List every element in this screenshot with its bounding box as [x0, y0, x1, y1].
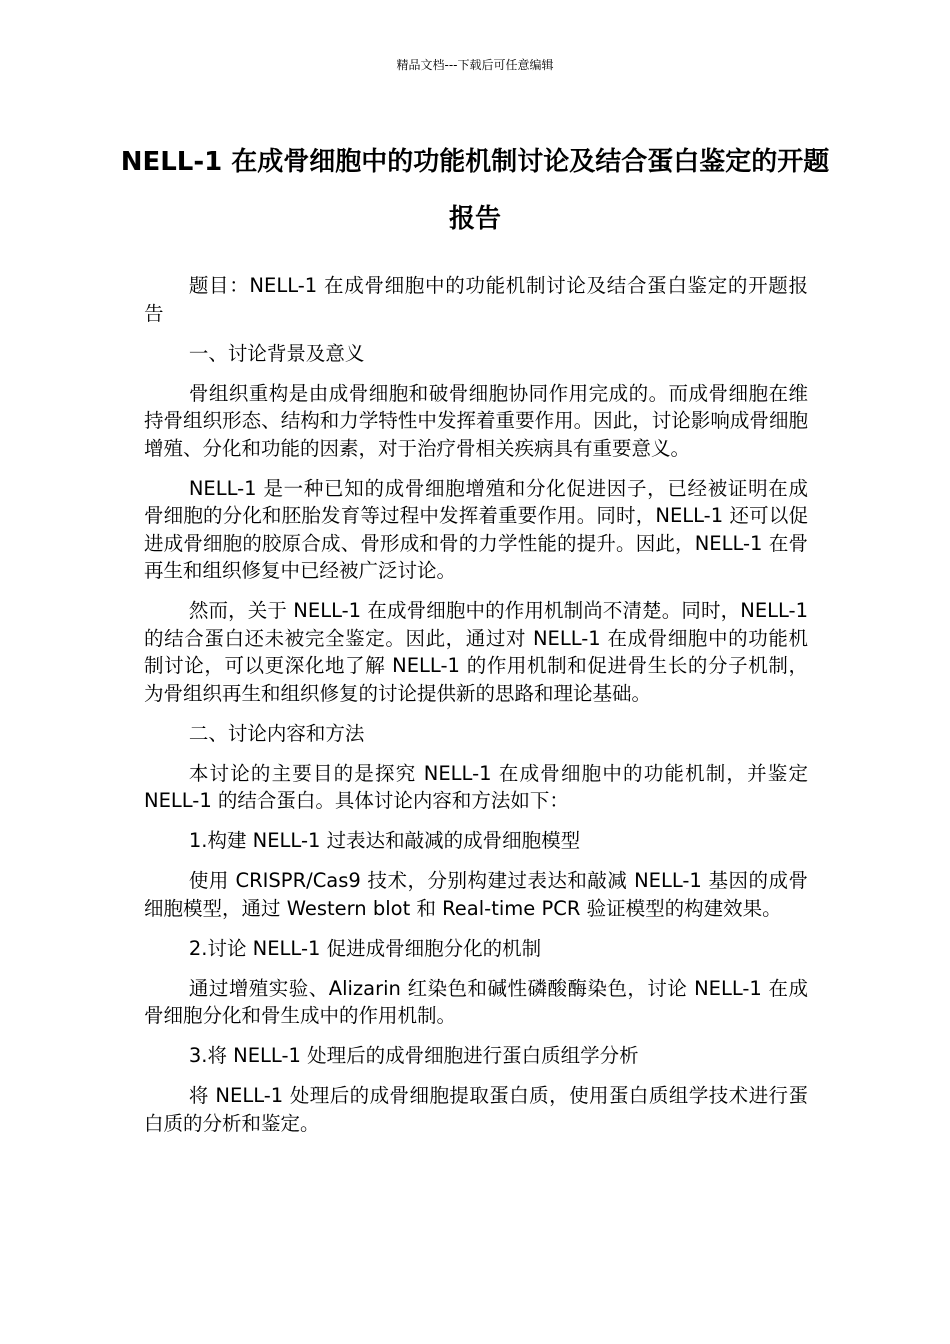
section-heading-methods: 二、讨论内容和方法: [188, 721, 365, 745]
document-body: [144, 272, 808, 1150]
body-paragraph: 将 NELL-1 处理后的成骨细胞提取蛋白质，使用蛋白质组学技术进行蛋白质的分析和鉴定。: [144, 1084, 808, 1135]
document-title: NELL-1 在成骨细胞中的功能机制讨论及结合蛋白鉴定的开题报告: [120, 147, 830, 234]
body-paragraph: 骨组织重构是由成骨细胞和破骨细胞协同作用完成的。而成骨细胞在维持骨组织形态、结构和力学特性中发挥着重要作用。因此，讨论影响成骨细胞增殖、分化和功能的因素，对于治疗骨相关疾病具有重要意义。: [144, 381, 808, 460]
body-paragraph: 通过增殖实验、Alizarin 红染色和碱性磷酸酶染色，讨论 NELL-1 在成骨细胞分化和骨生成中的作用机制。: [144, 976, 808, 1027]
subsection-heading: 1.构建 NELL-1 过表达和敲减的成骨细胞模型: [188, 829, 581, 852]
topic-paragraph: 题目：NELL-1 在成骨细胞中的功能机制讨论及结合蛋白鉴定的开题报告: [144, 274, 808, 325]
subsection-heading: 3.将 NELL-1 处理后的成骨细胞进行蛋白质组学分析: [188, 1044, 639, 1067]
body-paragraph: 本讨论的主要目的是探究 NELL-1 在成骨细胞中的功能机制，并鉴定 NELL-1 的结合蛋白。具体讨论内容和方法如下：: [144, 761, 808, 812]
section-heading-background: 一、讨论背景及意义: [188, 341, 365, 365]
subsection-heading: 2.讨论 NELL-1 促进成骨细胞分化的机制: [188, 936, 542, 960]
body-paragraph: NELL-1 是一种已知的成骨细胞增殖和分化促进因子，已经被证明在成骨细胞的分化和胚胎发育等过程中发挥着重要作用。同时，NELL-1 还可以促进成骨细胞的胶原合成、骨形成和骨的力学性能的提升。因此，NELL-1 在骨再生和组织修复中已经被广泛讨论。: [144, 476, 808, 582]
body-paragraph: 使用 CRISPR/Cas9 技术，分别构建过表达和敲减 NELL-1 基因的成骨细胞模型，通过 Western blot 和 Real-time PCR 验证模型的构建效果。: [144, 869, 808, 920]
body-paragraph: 然而，关于 NELL-1 在成骨细胞中的作用机制尚不清楚。同时，NELL-1 的结合蛋白还未被完全鉴定。因此，通过对 NELL-1 在成骨细胞中的功能机制讨论，可以更深化地了解 NELL-1 的作用机制和促进骨生长的分子机制，为骨组织再生和组织修复的讨论提供新的思路和理论基础。: [144, 599, 808, 705]
page-header: 精品文档---下载后可任意编辑: [396, 58, 554, 72]
